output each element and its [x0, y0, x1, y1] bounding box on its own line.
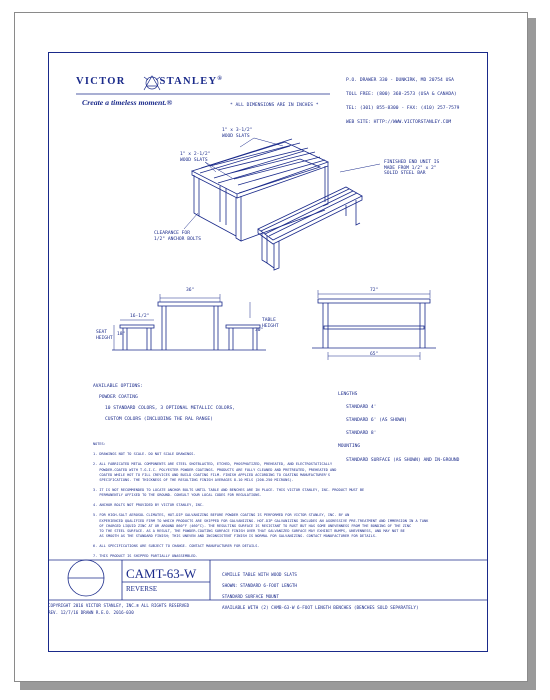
notes-header: NOTES: [93, 442, 106, 447]
length-8: STANDARD 8' [346, 431, 377, 437]
mounting-header: MOUNTING [338, 444, 361, 450]
contact-tollfree: TOLL FREE: (800) 368-2573 (USA & CANADA) [346, 92, 457, 97]
callout-clearance: CLEARANCE FOR 1/2" ANCHOR BOLTS [154, 231, 202, 242]
brand-name-right: STANLEY [159, 76, 218, 87]
note-5: 5. FOR HIGH-SALT AEROSOL CLIMATES, HOT-DIP GALVANIZING BEFORE POWDER COATING IS PERFORMED FOR VICTOR STANLEY, INC. BY AN EXPERIENCED QUALIFIED FIRM TO WHICH PRODUCTS ARE SHIPPED FOR GALVANIZING. HOT-DIP GALVANIZING INCLUDES AN AGGRESSIVE PRE-TREATMENT AND IMMERSION IN A TANK OF CHARGED LIQUID ZINC AT OR AROUND 860°F (460°C). THE RESULTING SURFACE IS RESISTANT TO RUST BUT HAS SOME UNEVENNESS FROM THE BONDING OF THE ZINC TO THE STEEL SURFACE. AS A RESULT, THE POWDER-COATING SURFACE FINISH OVER THAT GALVANIZED SURFACE MAY EXHIBIT BUMPS, UNEVENNESS, AND MAY NOT BE AS SMOOTH AS THE STANDARD FINISH; THIS UNEVEN AND INCONSISTENT FINISH IS NORMAL FOR GALVANIZING. CONTACT MANUFACTURER FOR DETAILS. [93, 513, 429, 538]
options-line2: CUSTOM COLORS (INCLUDING THE RAL RANGE) [105, 417, 213, 423]
note-3: 3. IT IS NOT RECOMMENDED TO LOCATE ANCHOR BOLTS UNTIL TABLE AND BENCHES ARE IN PLACE. THIS VICTOR STANLEY, INC. PRODUCT MUST BE PERMANENTLY AFFIXED TO THE GROUND. CONSULT YOUR LOCAL CODES FOR REGULATIONS. [93, 487, 365, 498]
note-7: 7. THIS PRODUCT IS SHIPPED PARTIALLY UNASSEMBLED. [93, 554, 198, 559]
brand-registered: ® [217, 76, 224, 82]
reverse-label: REVERSE [126, 585, 158, 593]
callout-leaders [184, 138, 380, 229]
dimension-note: * ALL DIMENSIONS ARE IN INCHES * [230, 103, 319, 108]
dim-table-height-label: TABLE HEIGHT [262, 318, 279, 329]
contact-address: P.O. DRAWER 330 - DUNKIRK, MD 20754 USA [346, 78, 454, 83]
footer-copyright: COPYRIGHT 2016 VICTOR STANLEY, INC.® ALL RIGHTS RESERVED [48, 603, 190, 608]
callout-wood-slats-2: 1" x 2-1/2" WOOD SLATS [180, 152, 211, 163]
desc-line1: CAMILLE TABLE WITH WOOD SLATS [222, 572, 298, 578]
callout-end-unit: FINISHED END UNIT IS MADE FROM 1/2" x 2" SOLID STEEL BAR [384, 160, 440, 177]
dim-bench-16: 16-1/2" [130, 314, 150, 319]
dim-length-72: 72" [370, 288, 379, 293]
contact-website: WEB SITE: HTTP://WWW.VICTORSTANLEY.COM [346, 120, 452, 125]
note-6: 6. ALL SPECIFICATIONS ARE SUBJECT TO CHANGE. CONTACT MANUFACTURER FOR DETAILS. [93, 543, 260, 548]
callout-wood-slats-3: 1" x 3-1/2" WOOD SLATS [222, 128, 253, 139]
desc-line3: STANDARD SURFACE MOUNT [222, 594, 279, 600]
end-view-drawing [112, 294, 266, 350]
dim-length-65: 65" [370, 352, 379, 357]
model-number: CAMT-63-W [126, 566, 197, 581]
options-header: AVAILABLE OPTIONS: [93, 383, 143, 389]
length-4: STANDARD 4' [346, 404, 377, 410]
dim-width-36: 36" [186, 288, 195, 293]
brand-name-left: VICTOR [76, 76, 126, 87]
mounting-value: STANDARD SURFACE (AS SHOWN) AND IN-GROUND [346, 457, 460, 463]
length-6: STANDARD 6' (AS SHOWN) [346, 417, 407, 423]
contact-tel-fax: TEL: (301) 855-8300 - FAX: (410) 257-7579 [346, 106, 460, 111]
brand-tagline: Create a timeless moment.® [82, 98, 173, 107]
isometric-table-drawing [192, 139, 362, 270]
footer-revision: REV. 12/7/16 DRAWN R.E.O. 2016-030 [48, 610, 134, 615]
options-line1: 10 STANDARD COLORS, 3 OPTIONAL METALLIC COLORS, [105, 405, 235, 411]
brand-emblem-icon [144, 76, 160, 90]
title-block-frame [48, 560, 488, 600]
options-sub: POWDER COATING [99, 394, 138, 400]
side-view-drawing [312, 290, 436, 360]
note-4: 4. ANCHOR BOLTS NOT PROVIDED BY VICTOR STANLEY, INC. [93, 503, 205, 508]
desc-line2: SHOWN: STANDARD 6-FOOT LENGTH [222, 583, 298, 589]
desc-line4: AVAILABLE WITH (2) CAMB-63-W 6-FOOT LENGTH BENCHES (BENCHES SOLD SEPARATELY) [222, 606, 419, 612]
dim-seat-height-value: 18" [117, 332, 126, 337]
dim-table-height-value: 30" [255, 328, 264, 333]
note-1: 1. DRAWINGS NOT TO SCALE. DO NOT SCALE DRAWINGS. [93, 452, 196, 457]
dim-seat-height-label: SEAT HEIGHT [96, 330, 113, 341]
lengths-header: LENGTHS [338, 391, 358, 397]
note-2: 2. ALL FABRICATED METAL COMPONENTS ARE STEEL SHOTBLASTED, ETCHED, PHOSPHATIZED, PREHEATED, AND ELECTROSTATICALLY POWDER-COATED WITH T.G.I.C. POLYESTER POWDER COATINGS. PRODUCTS ARE FULLY CLEANED AND PRETREATED, PREHEATED AND COATED WHILE HOT TO FILL CREVICES AND BUILD COATING FILM. FINISH APPLIED ACCORDING TO COATING MANUFACTURER'S SPECIFICATIONS. THE THICKNESS OF THE RESULTING FINISH AVERAGES 8-10 MILS (200-250 MICRONS). [93, 462, 337, 482]
